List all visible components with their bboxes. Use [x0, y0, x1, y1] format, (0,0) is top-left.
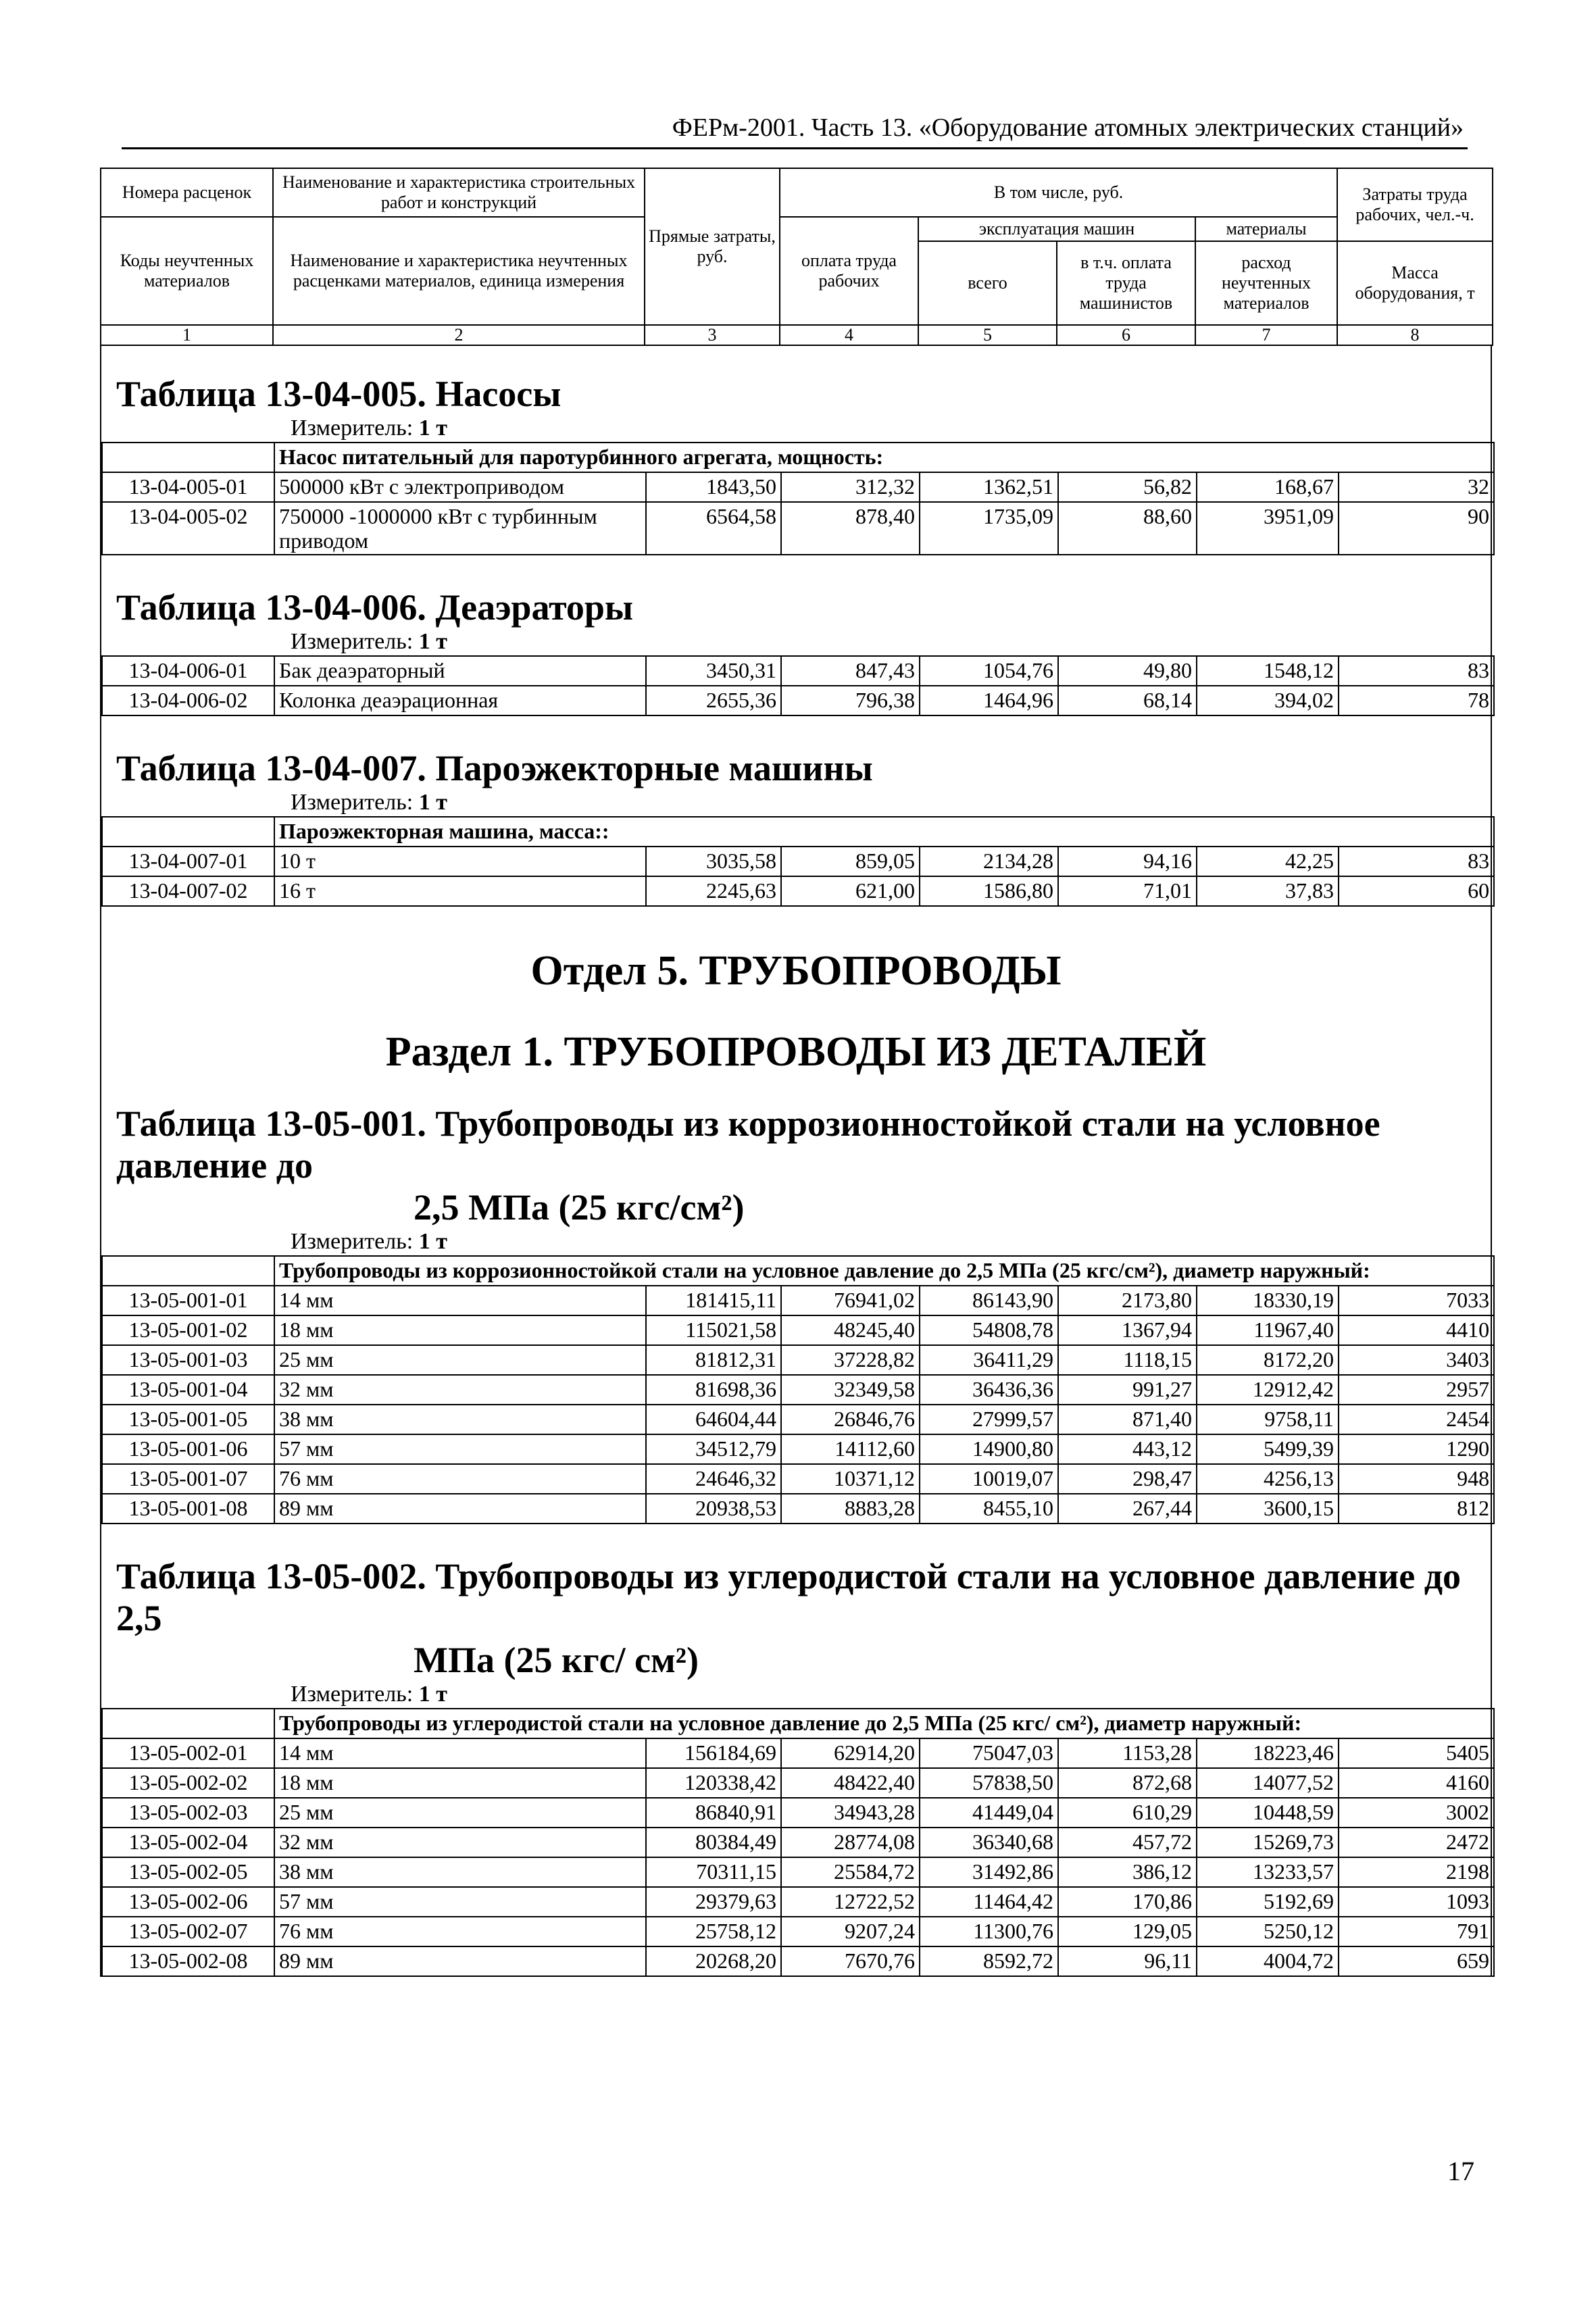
group-label: Трубопроводы из углеродистой стали на условное давление до 2,5 МПа (25 кгс/ см²), диаметр наружный: [274, 1709, 1494, 1738]
group-row [102, 1256, 1494, 1286]
value-cell: 8592,72 [920, 1946, 1058, 1976]
value-cell: 14077,52 [1197, 1768, 1339, 1798]
value-cell: 18330,19 [1197, 1286, 1339, 1315]
page-number: 17 [1447, 2156, 1474, 2186]
value-cell: 56,82 [1058, 472, 1197, 502]
value-cell: 267,44 [1058, 1494, 1197, 1524]
value-cell: 1362,51 [920, 472, 1058, 502]
rate-name: 32 мм [274, 1375, 646, 1405]
value-cell: 34512,79 [646, 1434, 781, 1464]
col-header-8a: Затраты труда рабочих, чел.-ч. [1337, 168, 1493, 241]
value-cell: 1290 [1339, 1434, 1494, 1464]
value-cell: 948 [1339, 1464, 1494, 1494]
rate-code: 13-05-001-04 [102, 1375, 274, 1405]
value-cell: 29379,63 [646, 1887, 781, 1917]
value-cell: 62914,20 [781, 1738, 920, 1768]
table-row [102, 1434, 1494, 1464]
value-cell: 10448,59 [1197, 1798, 1339, 1828]
value-cell: 796,38 [781, 686, 920, 715]
running-header: ФЕРм-2001. Часть 13. «Оборудование атомных электрических станций» [122, 114, 1468, 149]
value-cell: 156184,69 [646, 1738, 781, 1768]
value-cell: 610,29 [1058, 1798, 1197, 1828]
value-cell: 5250,12 [1197, 1917, 1339, 1946]
value-cell: 120338,42 [646, 1768, 781, 1798]
rate-name: 16 т [274, 876, 646, 906]
group-label: Трубопроводы из коррозионностойкой стали на условное давление до 2,5 МПа (25 кгс/см²), диаметр наружный: [274, 1256, 1494, 1286]
data-table-13-05-001 [101, 1255, 1495, 1524]
value-cell: 872,68 [1058, 1768, 1197, 1798]
rate-code: 13-04-006-02 [102, 686, 274, 715]
value-cell: 57838,50 [920, 1768, 1058, 1798]
value-cell: 170,86 [1058, 1887, 1197, 1917]
rate-code: 13-05-001-07 [102, 1464, 274, 1494]
value-cell: 394,02 [1197, 686, 1339, 715]
col-num-8: 8 [1337, 325, 1493, 345]
rate-name: 25 мм [274, 1798, 646, 1828]
value-cell: 9758,11 [1197, 1405, 1339, 1434]
rate-name: 750000 -1000000 кВт с турбинным приводом [274, 502, 646, 555]
value-cell: 3450,31 [646, 656, 781, 686]
rate-code: 13-04-005-02 [102, 502, 274, 555]
table-row [102, 1464, 1494, 1494]
value-cell: 25584,72 [781, 1857, 920, 1887]
rate-name: Колонка деаэрационная [274, 686, 646, 715]
table-row [102, 1857, 1494, 1887]
table-row [102, 1828, 1494, 1857]
group-spacer [102, 817, 274, 847]
value-cell: 1464,96 [920, 686, 1058, 715]
value-cell: 27999,57 [920, 1405, 1058, 1434]
section-heading: Отдел 5. ТРУБОПРОВОДЫ [530, 948, 1062, 994]
col-num-1: 1 [101, 325, 273, 345]
data-table-13-05-002 [101, 1708, 1495, 1977]
value-cell: 18223,46 [1197, 1738, 1339, 1768]
value-cell: 298,47 [1058, 1464, 1197, 1494]
rate-name: Бак деаэраторный [274, 656, 646, 686]
value-cell: 878,40 [781, 502, 920, 555]
value-cell: 2134,28 [920, 847, 1058, 876]
value-cell: 443,12 [1058, 1434, 1197, 1464]
value-cell: 7033 [1339, 1286, 1494, 1315]
value-cell: 2957 [1339, 1375, 1494, 1405]
group-spacer [102, 443, 274, 472]
value-cell: 1735,09 [920, 502, 1058, 555]
value-cell: 9207,24 [781, 1917, 920, 1946]
value-cell: 7670,76 [781, 1946, 920, 1976]
value-cell: 1054,76 [920, 656, 1058, 686]
value-cell: 129,05 [1058, 1917, 1197, 1946]
document-body [100, 168, 1492, 1977]
value-cell: 20938,53 [646, 1494, 781, 1524]
value-cell: 20268,20 [646, 1946, 781, 1976]
table-row [102, 1946, 1494, 1976]
value-cell: 859,05 [781, 847, 920, 876]
value-cell: 4256,13 [1197, 1464, 1339, 1494]
value-cell: 621,00 [781, 876, 920, 906]
value-cell: 812 [1339, 1494, 1494, 1524]
value-cell: 3035,58 [646, 847, 781, 876]
value-cell: 24646,32 [646, 1464, 781, 1494]
rate-name: 38 мм [274, 1857, 646, 1887]
group-label: Насос питательный для паротурбинного агрегата, мощность: [274, 443, 1494, 472]
table-title: Таблица 13-04-006. Деаэраторы [116, 587, 634, 628]
value-cell: 28774,08 [781, 1828, 920, 1857]
table-row [102, 1768, 1494, 1798]
rate-code: 13-05-001-05 [102, 1405, 274, 1434]
value-cell: 312,32 [781, 472, 920, 502]
rate-code: 13-05-002-05 [102, 1857, 274, 1887]
value-cell: 26846,76 [781, 1405, 920, 1434]
value-cell: 2198 [1339, 1857, 1494, 1887]
value-cell: 25758,12 [646, 1917, 781, 1946]
col-num-4: 4 [780, 325, 918, 345]
col-header-6: в т.ч. оплата труда машинистов [1057, 241, 1195, 325]
value-cell: 37,83 [1197, 876, 1339, 906]
value-cell: 11464,42 [920, 1887, 1058, 1917]
rate-code: 13-05-002-08 [102, 1946, 274, 1976]
value-cell: 14112,60 [781, 1434, 920, 1464]
group-spacer [102, 1256, 274, 1286]
value-cell: 64604,44 [646, 1405, 781, 1434]
group-row [102, 817, 1494, 847]
rate-name: 76 мм [274, 1464, 646, 1494]
table-row [102, 1286, 1494, 1315]
rate-name: 38 мм [274, 1405, 646, 1434]
table-row [102, 502, 1494, 555]
table-row [102, 1405, 1494, 1434]
value-cell: 60 [1339, 876, 1494, 906]
table-title: Таблица 13-04-007. Пароэжекторные машины [116, 748, 873, 788]
rate-name: 18 мм [274, 1768, 646, 1798]
col-header-1b: Коды неучтенных материалов [101, 217, 273, 325]
col-header-3: Прямые затраты, руб. [645, 168, 780, 325]
value-cell: 36436,36 [920, 1375, 1058, 1405]
value-cell: 871,40 [1058, 1405, 1197, 1434]
value-cell: 2472 [1339, 1828, 1494, 1857]
table-row [102, 876, 1494, 906]
value-cell: 31492,86 [920, 1857, 1058, 1887]
value-cell: 3002 [1339, 1798, 1494, 1828]
value-cell: 81698,36 [646, 1375, 781, 1405]
table-row [102, 656, 1494, 686]
value-cell: 15269,73 [1197, 1828, 1339, 1857]
rate-name: 10 т [274, 847, 646, 876]
table-row [102, 1738, 1494, 1768]
rate-name: 76 мм [274, 1917, 646, 1946]
value-cell: 78 [1339, 686, 1494, 715]
value-cell: 1093 [1339, 1887, 1494, 1917]
value-cell: 12912,42 [1197, 1375, 1339, 1405]
value-cell: 1153,28 [1058, 1738, 1197, 1768]
rate-code: 13-04-007-01 [102, 847, 274, 876]
rate-code: 13-05-002-03 [102, 1798, 274, 1828]
table-row [102, 1375, 1494, 1405]
tables-area [100, 346, 1492, 1977]
measure-line: Измеритель: 1 т [291, 790, 447, 815]
value-cell: 1367,94 [1058, 1315, 1197, 1345]
rate-code: 13-04-005-01 [102, 472, 274, 502]
value-cell: 4004,72 [1197, 1946, 1339, 1976]
rate-name: 14 мм [274, 1738, 646, 1768]
col-header-1a: Номера расценок [101, 168, 273, 217]
table-row [102, 1494, 1494, 1524]
value-cell: 10371,12 [781, 1464, 920, 1494]
value-cell: 4160 [1339, 1768, 1494, 1798]
value-cell: 1548,12 [1197, 656, 1339, 686]
value-cell: 83 [1339, 847, 1494, 876]
value-cell: 8455,10 [920, 1494, 1058, 1524]
value-cell: 48245,40 [781, 1315, 920, 1345]
col-num-2: 2 [273, 325, 645, 345]
value-cell: 1586,80 [920, 876, 1058, 906]
value-cell: 41449,04 [920, 1798, 1058, 1828]
rate-code: 13-05-001-02 [102, 1315, 274, 1345]
value-cell: 76941,02 [781, 1286, 920, 1315]
rate-code: 13-04-007-02 [102, 876, 274, 906]
value-cell: 5499,39 [1197, 1434, 1339, 1464]
rate-code: 13-05-002-01 [102, 1738, 274, 1768]
value-cell: 2245,63 [646, 876, 781, 906]
value-cell: 8172,20 [1197, 1345, 1339, 1375]
value-cell: 90 [1339, 502, 1494, 555]
group-spacer [102, 1709, 274, 1738]
col-num-3: 3 [645, 325, 780, 345]
value-cell: 3951,09 [1197, 502, 1339, 555]
value-cell: 11300,76 [920, 1917, 1058, 1946]
value-cell: 4410 [1339, 1315, 1494, 1345]
col-header-mach: эксплуатация машин [918, 217, 1195, 241]
rate-code: 13-05-002-02 [102, 1768, 274, 1798]
rate-name: 57 мм [274, 1887, 646, 1917]
table-row [102, 1917, 1494, 1946]
rate-name: 57 мм [274, 1434, 646, 1464]
data-table-13-04-007 [101, 816, 1495, 907]
value-cell: 6564,58 [646, 502, 781, 555]
rate-code: 13-05-002-06 [102, 1887, 274, 1917]
value-cell: 49,80 [1058, 656, 1197, 686]
value-cell: 11967,40 [1197, 1315, 1339, 1345]
value-cell: 168,67 [1197, 472, 1339, 502]
value-cell: 3600,15 [1197, 1494, 1339, 1524]
subsection-heading: Раздел 1. ТРУБОПРОВОДЫ ИЗ ДЕТАЛЕЙ [385, 1029, 1207, 1075]
value-cell: 5192,69 [1197, 1887, 1339, 1917]
value-cell: 991,27 [1058, 1375, 1197, 1405]
value-cell: 2454 [1339, 1405, 1494, 1434]
value-cell: 48422,40 [781, 1768, 920, 1798]
col-header-mat: материалы [1195, 217, 1337, 241]
col-num-5: 5 [918, 325, 1057, 345]
value-cell: 54808,78 [920, 1315, 1058, 1345]
measure-line: Измеритель: 1 т [291, 1682, 447, 1707]
value-cell: 14900,80 [920, 1434, 1058, 1464]
measure-line: Измеритель: 1 т [291, 416, 447, 441]
rate-code: 13-05-002-04 [102, 1828, 274, 1857]
rate-name: 89 мм [274, 1946, 646, 1976]
rate-code: 13-05-002-07 [102, 1917, 274, 1946]
value-cell: 5405 [1339, 1738, 1494, 1768]
value-cell: 3403 [1339, 1345, 1494, 1375]
group-label: Пароэжекторная машина, масса:: [274, 817, 1494, 847]
value-cell: 36340,68 [920, 1828, 1058, 1857]
rate-name: 32 мм [274, 1828, 646, 1857]
value-cell: 13233,57 [1197, 1857, 1339, 1887]
table-row [102, 1315, 1494, 1345]
value-cell: 1843,50 [646, 472, 781, 502]
value-cell: 181415,11 [646, 1286, 781, 1315]
group-row [102, 1709, 1494, 1738]
value-cell: 68,14 [1058, 686, 1197, 715]
value-cell: 457,72 [1058, 1828, 1197, 1857]
table-row [102, 847, 1494, 876]
value-cell: 115021,58 [646, 1315, 781, 1345]
col-num-7: 7 [1195, 325, 1337, 345]
value-cell: 86143,90 [920, 1286, 1058, 1315]
value-cell: 10019,07 [920, 1464, 1058, 1494]
value-cell: 71,01 [1058, 876, 1197, 906]
value-cell: 2655,36 [646, 686, 781, 715]
table-title: Таблица 13-05-002. Трубопроводы из углеродистой стали на условное давление до 2,5 МПа (25 кгс/ см²) [116, 1556, 1462, 1680]
value-cell: 70311,15 [646, 1857, 781, 1887]
value-cell: 81812,31 [646, 1345, 781, 1375]
value-cell: 80384,49 [646, 1828, 781, 1857]
col-header-8b: Масса оборудования, т [1337, 241, 1493, 325]
value-cell: 1118,15 [1058, 1345, 1197, 1375]
table-row [102, 686, 1494, 715]
value-cell: 36411,29 [920, 1345, 1058, 1375]
value-cell: 34943,28 [781, 1798, 920, 1828]
value-cell: 386,12 [1058, 1857, 1197, 1887]
data-table-13-04-005 [101, 442, 1495, 555]
col-header-2b: Наименование и характеристика неучтенных расценками материалов, единица измерения [273, 217, 645, 325]
value-cell: 2173,80 [1058, 1286, 1197, 1315]
rate-code: 13-05-001-01 [102, 1286, 274, 1315]
table-row [102, 1798, 1494, 1828]
value-cell: 659 [1339, 1946, 1494, 1976]
value-cell: 94,16 [1058, 847, 1197, 876]
column-header-table [100, 168, 1493, 346]
value-cell: 32349,58 [781, 1375, 920, 1405]
value-cell: 88,60 [1058, 502, 1197, 555]
value-cell: 847,43 [781, 656, 920, 686]
data-table-13-04-006 [101, 655, 1495, 716]
table-row [102, 1345, 1494, 1375]
rate-code: 13-04-006-01 [102, 656, 274, 686]
rate-name: 89 мм [274, 1494, 646, 1524]
value-cell: 37228,82 [781, 1345, 920, 1375]
col-num-6: 6 [1057, 325, 1195, 345]
rate-name: 14 мм [274, 1286, 646, 1315]
rate-name: 18 мм [274, 1315, 646, 1345]
rate-code: 13-05-001-08 [102, 1494, 274, 1524]
value-cell: 86840,91 [646, 1798, 781, 1828]
value-cell: 12722,52 [781, 1887, 920, 1917]
table-row [102, 1887, 1494, 1917]
col-header-5: всего [918, 241, 1057, 325]
rate-code: 13-05-001-06 [102, 1434, 274, 1464]
value-cell: 96,11 [1058, 1946, 1197, 1976]
col-header-2a: Наименование и характеристика строительных работ и конструкций [273, 168, 645, 217]
value-cell: 791 [1339, 1917, 1494, 1946]
measure-line: Измеритель: 1 т [291, 1229, 447, 1254]
rate-name: 500000 кВт с электроприводом [274, 472, 646, 502]
col-header-4: оплата труда рабочих [780, 217, 918, 325]
value-cell: 42,25 [1197, 847, 1339, 876]
table-title: Таблица 13-05-001. Трубопроводы из коррозионностойкой стали на условное давление до 2,5 МПа (25 кгс/см²) [116, 1103, 1380, 1228]
group-row [102, 443, 1494, 472]
table-row [102, 472, 1494, 502]
rate-name: 25 мм [274, 1345, 646, 1375]
table-title: Таблица 13-04-005. Насосы [116, 374, 562, 414]
col-header-7: расход неучтенных материалов [1195, 241, 1337, 325]
col-header-incl: В том числе, руб. [780, 168, 1337, 217]
measure-line: Измеритель: 1 т [291, 629, 447, 654]
value-cell: 32 [1339, 472, 1494, 502]
rate-code: 13-05-001-03 [102, 1345, 274, 1375]
value-cell: 83 [1339, 656, 1494, 686]
value-cell: 8883,28 [781, 1494, 920, 1524]
value-cell: 75047,03 [920, 1738, 1058, 1768]
